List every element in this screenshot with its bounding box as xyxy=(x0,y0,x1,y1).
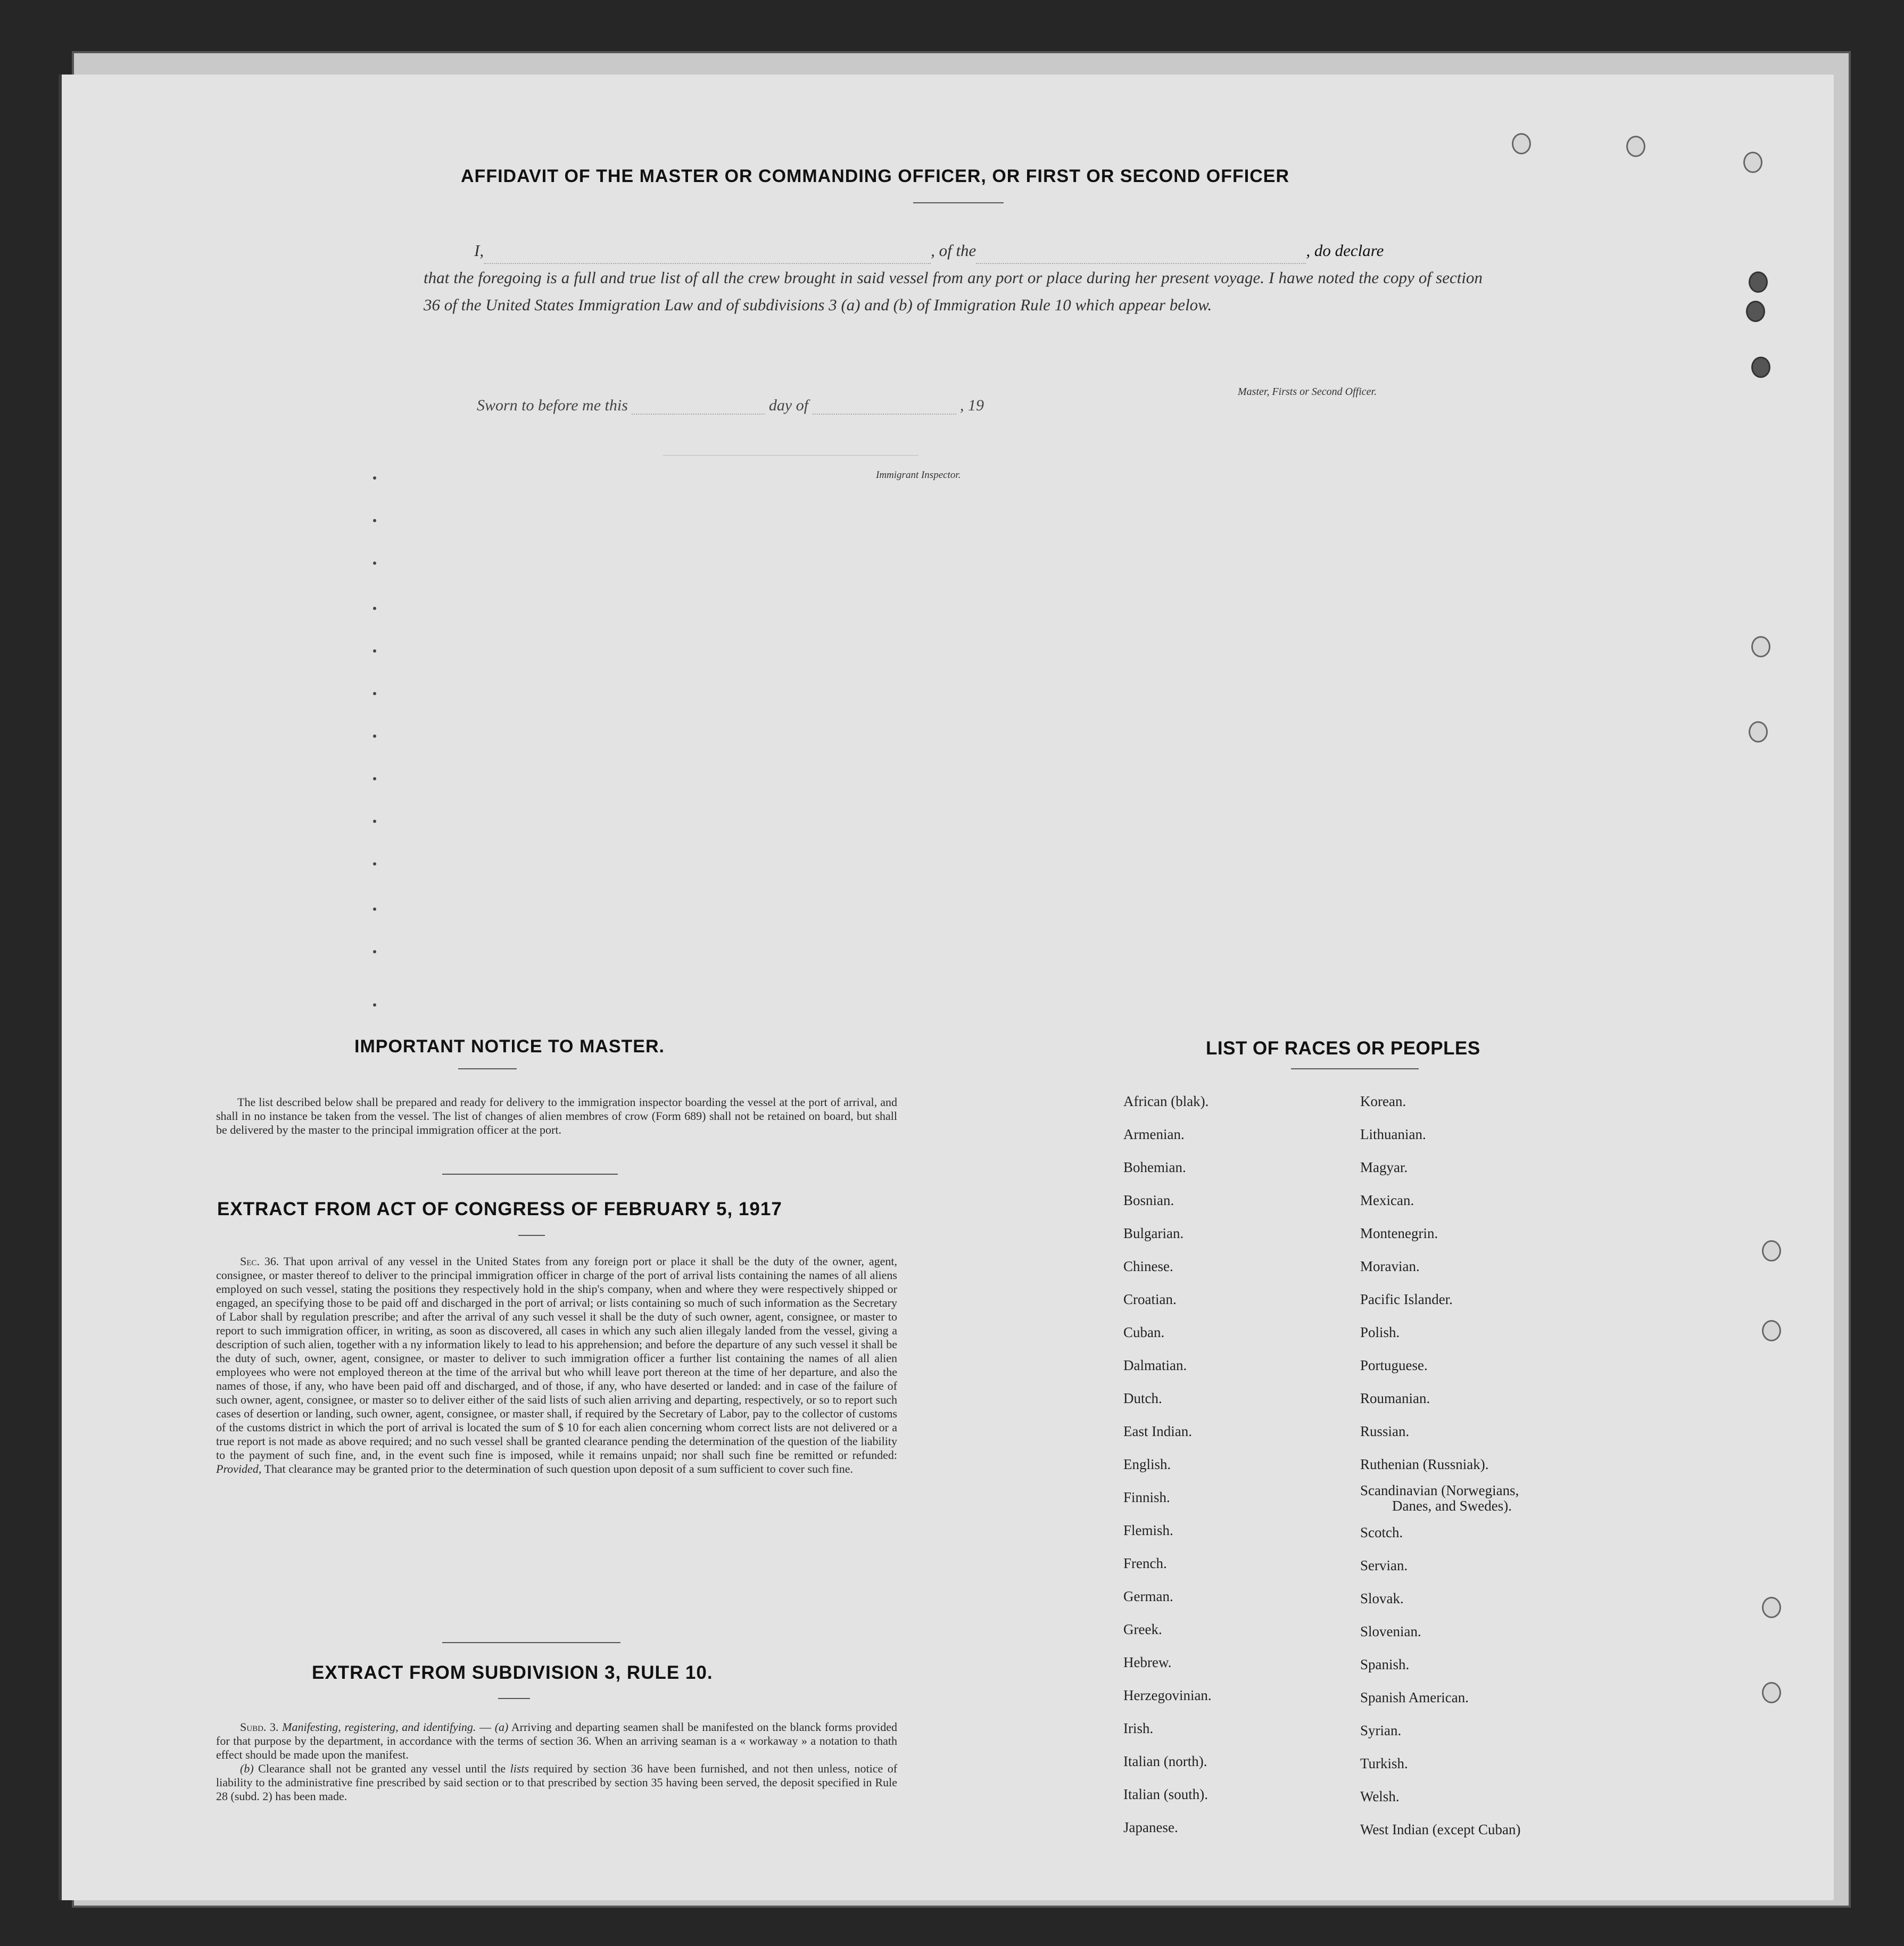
race-item: Flemish. xyxy=(1123,1522,1173,1538)
act-divider xyxy=(518,1235,545,1236)
para-b-label: (b) xyxy=(240,1762,254,1775)
race-item: Bulgarian. xyxy=(1123,1225,1184,1241)
race-item: Syrian. xyxy=(1360,1722,1402,1738)
race-item: Turkish. xyxy=(1360,1755,1408,1771)
sworn-line xyxy=(477,397,984,415)
margin-dot xyxy=(373,519,376,522)
rule-para-b xyxy=(216,1762,897,1803)
margin-dot xyxy=(373,862,376,865)
name-blank xyxy=(484,247,931,264)
margin-dot xyxy=(373,562,376,565)
do-declare-label: , do declare xyxy=(1306,241,1384,260)
race-item: Ruthenian (Russniak). xyxy=(1360,1456,1489,1472)
race-item: Finnish. xyxy=(1123,1489,1170,1505)
race-item: Dutch. xyxy=(1123,1390,1162,1406)
margin-dot xyxy=(373,607,376,610)
para-a-text: Arriving and departing seamen shall be manifested on the blanck forms provided for that purpose by the department, in accordance with the terms of section 36. When an arriving seaman is a « workaway » a notation to thath effect should be made upon the manifest. xyxy=(216,1720,898,1761)
punch-hole xyxy=(1751,357,1770,378)
race-item: Magyar. xyxy=(1360,1159,1408,1175)
race-item: Montenegrin. xyxy=(1360,1225,1438,1241)
race-item: Bohemian. xyxy=(1123,1159,1186,1175)
i-label: I, xyxy=(474,241,484,260)
notice-divider xyxy=(458,1068,517,1069)
race-item: Korean. xyxy=(1360,1093,1406,1109)
race-item: Greek. xyxy=(1123,1621,1162,1637)
race-item: Chinese. xyxy=(1123,1258,1173,1274)
notice-title: IMPORTANT NOTICE TO MASTER. xyxy=(354,1036,665,1057)
rule-text xyxy=(216,1720,897,1803)
race-item: Bosnian. xyxy=(1123,1192,1174,1208)
day-of-label: day of xyxy=(768,397,809,414)
race-item: German. xyxy=(1123,1588,1173,1604)
race-item: Japanese. xyxy=(1123,1819,1178,1835)
race-item: Roumanian. xyxy=(1360,1390,1430,1406)
race-item: Herzegovinian. xyxy=(1123,1687,1212,1703)
race-item: Polish. xyxy=(1360,1324,1400,1340)
race-item: Russian. xyxy=(1360,1423,1410,1439)
races-left-column xyxy=(1123,1085,1212,1844)
race-item: Irish. xyxy=(1123,1720,1154,1736)
race-item: East Indian. xyxy=(1123,1423,1192,1439)
para-b-lists: lists xyxy=(510,1762,529,1775)
margin-dot xyxy=(373,476,376,480)
of-the-label: , of the xyxy=(931,241,976,260)
section-label: Sec. 36. xyxy=(240,1255,279,1268)
inspector-caption: Immigrant Inspector. xyxy=(876,469,961,481)
section-36-text: That upon arrival of any vessel in the United States from any foreign port or place it shall be the duty of the owner, agent, consignee, or master thereof to deliver to the principal immigration officer in charge of the port of arrival lists containing the names of all aliens employed on such vessel, stating the positions they respectively hold in the ship's company, when and where they were respectively shipped or engaged, an specifying those to be paid off and discharged in the port of arrival; or lists containing so much of such information as the Secretary of Labor shall by regulation prescribe; and after the arrival of any such vessel it shall be the duty of such owner, agent, consignee, or master to report to such immigration officer, in writing, as soon as discovered, all cases in which any such alien illegaly landed from the vessel, giving a description of such alien, together with a ny information likely to lead to his apprehension; and before the departure of any such vessel it shall be the duty of such, owner, agent, consignee, or master to deliver to such immigration officer a further list containing the names of all alien employees who were not employed thereon at the time of the arrival but who whill leave port thereon at the time of her departure, and also the names of those, if any, who have been paid off and discharged, and of those, if any, who have deserted or landed: and in case of the failure of such owner, agent, consignee, or master so to deliver either of the said lists of such alien arriving and departing, respectively, or so to report such cases of desertion or landing, such owner, agent, consignee, or master shall, if required by the Secretary of Labor, pay to the collector of customs of the customs district in which the port of arrival is located the sum of $ 10 for each alien concerning whom correct lists are not delivered or a true report is not made as above required; and no such vessel shall be granted clearance pending the determination of the question of the liability to the payment of such fine, and, in the event such fine is imposed, while it remains unpaid; nor shall such fine be remitted or refunded: xyxy=(216,1255,897,1462)
race-item: Spanish American. xyxy=(1360,1689,1469,1705)
month-blank xyxy=(813,402,956,415)
para-a-label: (a) xyxy=(494,1720,509,1734)
race-item: Hebrew. xyxy=(1123,1654,1172,1670)
sworn-label: Sworn to before me this xyxy=(477,397,628,414)
margin-dot xyxy=(373,649,376,653)
punch-hole xyxy=(1762,1597,1781,1618)
margin-dot xyxy=(373,735,376,738)
margin-dot xyxy=(373,950,376,953)
punch-hole xyxy=(1762,1240,1781,1261)
title-divider xyxy=(913,202,1004,203)
race-item: French. xyxy=(1123,1555,1167,1571)
rule-title: EXTRACT FROM SUBDIVISION 3, RULE 10. xyxy=(312,1662,713,1683)
margin-dot xyxy=(373,908,376,911)
races-title: LIST OF RACES OR PEOPLES xyxy=(1206,1038,1480,1059)
race-item: African (blak). xyxy=(1123,1093,1209,1109)
subd-label: Subd. 3. xyxy=(240,1720,279,1734)
year-label: , 19 xyxy=(960,397,984,414)
notice-rule xyxy=(442,1174,618,1175)
provided-word: Provided, xyxy=(216,1462,262,1475)
race-item: Croatian. xyxy=(1123,1291,1177,1307)
act-title: EXTRACT FROM ACT OF CONGRESS OF FEBRUARY 5, 1917 xyxy=(217,1199,782,1219)
race-item: Pacific Islander. xyxy=(1360,1291,1453,1307)
rule-para-a: Subd. 3. Manifesting, registering, and identifying. — (a) Arriving and departing seamen shall be manifested on the blanck forms provided for that purpose by the department, in accordance with the terms of section 36. When an arriving seaman is a « workaway » a notation to thath effect should be made upon the manifest. xyxy=(216,1720,898,1761)
race-item: English. xyxy=(1123,1456,1171,1472)
race-item: West Indian (except Cuban) xyxy=(1360,1821,1521,1837)
punch-hole xyxy=(1626,136,1645,157)
vessel-blank xyxy=(976,247,1306,264)
margin-dot xyxy=(373,820,376,823)
punch-hole xyxy=(1743,152,1762,173)
race-item: Spanish. xyxy=(1360,1656,1410,1672)
notice-text: The list described below shall be prepared and ready for delivery to the immigration inspector boarding the vessel at the port of arrival, and shall in no instance be taken from the vessel. The list of changes of alien membres of crow (Form 689) shall not be retained on board, but shall be delivered by the master to the principal immigration officer at the port. xyxy=(216,1095,897,1136)
race-item: Italian (north). xyxy=(1123,1753,1207,1769)
form-page xyxy=(59,75,1834,1900)
punch-hole xyxy=(1749,271,1768,293)
punch-hole xyxy=(1512,133,1531,154)
affidavit-body xyxy=(424,237,1483,318)
margin-dot xyxy=(373,777,376,780)
punch-hole xyxy=(1749,721,1768,743)
section-36-end: That clearance may be granted prior to the determination of such question upon deposit of a sum sufficient to cover such fine. xyxy=(264,1462,854,1475)
signature-caption: Master, Firsts or Second Officer. xyxy=(1238,386,1377,398)
race-item: Portuguese. xyxy=(1360,1357,1428,1373)
rule-divider xyxy=(498,1698,530,1699)
act-text xyxy=(216,1255,897,1476)
race-item: Slovenian. xyxy=(1360,1623,1421,1639)
margin-dot xyxy=(373,692,376,695)
race-item: Slovak. xyxy=(1360,1590,1404,1606)
para-b-text-2: required by section 36 have been furnished, and not then unless, notice of liability to the administrative fine prescribed by said section or to that prescribed by section 35 having been served, the deposit specified in Rule 28 (subd. 2) has been made. xyxy=(216,1762,898,1803)
punch-hole xyxy=(1762,1682,1781,1703)
races-right-column xyxy=(1360,1085,1520,1846)
affidavit-title: AFFIDAVIT OF THE MASTER OR COMMANDING OFFICER, OR FIRST OR SECOND OFFICER xyxy=(461,166,1289,186)
punch-hole xyxy=(1762,1320,1781,1341)
race-item: Italian (south). xyxy=(1123,1786,1208,1802)
affidavit-statement: that the foregoing is a full and true list of all the crew brought in said vessel from any port or place during her present voyage. I hawe noted the copy of section 36 of the United States Immigration Law and of subdivisions 3 (a) and (b) of Immigration Rule 10 which appear below. xyxy=(424,268,1483,314)
day-blank xyxy=(632,402,765,415)
race-item: Servian. xyxy=(1360,1557,1408,1573)
act-rule xyxy=(442,1642,620,1643)
para-b-text-1: Clearance shall not be granted any vessel until the xyxy=(258,1762,506,1775)
race-item: Lithuanian. xyxy=(1360,1126,1426,1142)
race-item: Cuban. xyxy=(1123,1324,1165,1340)
inspector-signature-line xyxy=(663,455,918,456)
punch-hole xyxy=(1751,636,1770,657)
race-item: Scotch. xyxy=(1360,1524,1403,1540)
race-item: Armenian. xyxy=(1123,1126,1185,1142)
races-divider xyxy=(1291,1068,1419,1069)
race-item: Moravian. xyxy=(1360,1258,1420,1274)
margin-dot xyxy=(373,1003,376,1007)
punch-hole xyxy=(1746,301,1765,322)
subd-heading: Manifesting, registering, and identifying. xyxy=(282,1720,476,1734)
race-item: Mexican. xyxy=(1360,1192,1414,1208)
race-item: Scandinavian (Norwegians, Danes, and Swedes). xyxy=(1360,1482,1519,1514)
race-item: Dalmatian. xyxy=(1123,1357,1187,1373)
race-item: Welsh. xyxy=(1360,1788,1400,1804)
